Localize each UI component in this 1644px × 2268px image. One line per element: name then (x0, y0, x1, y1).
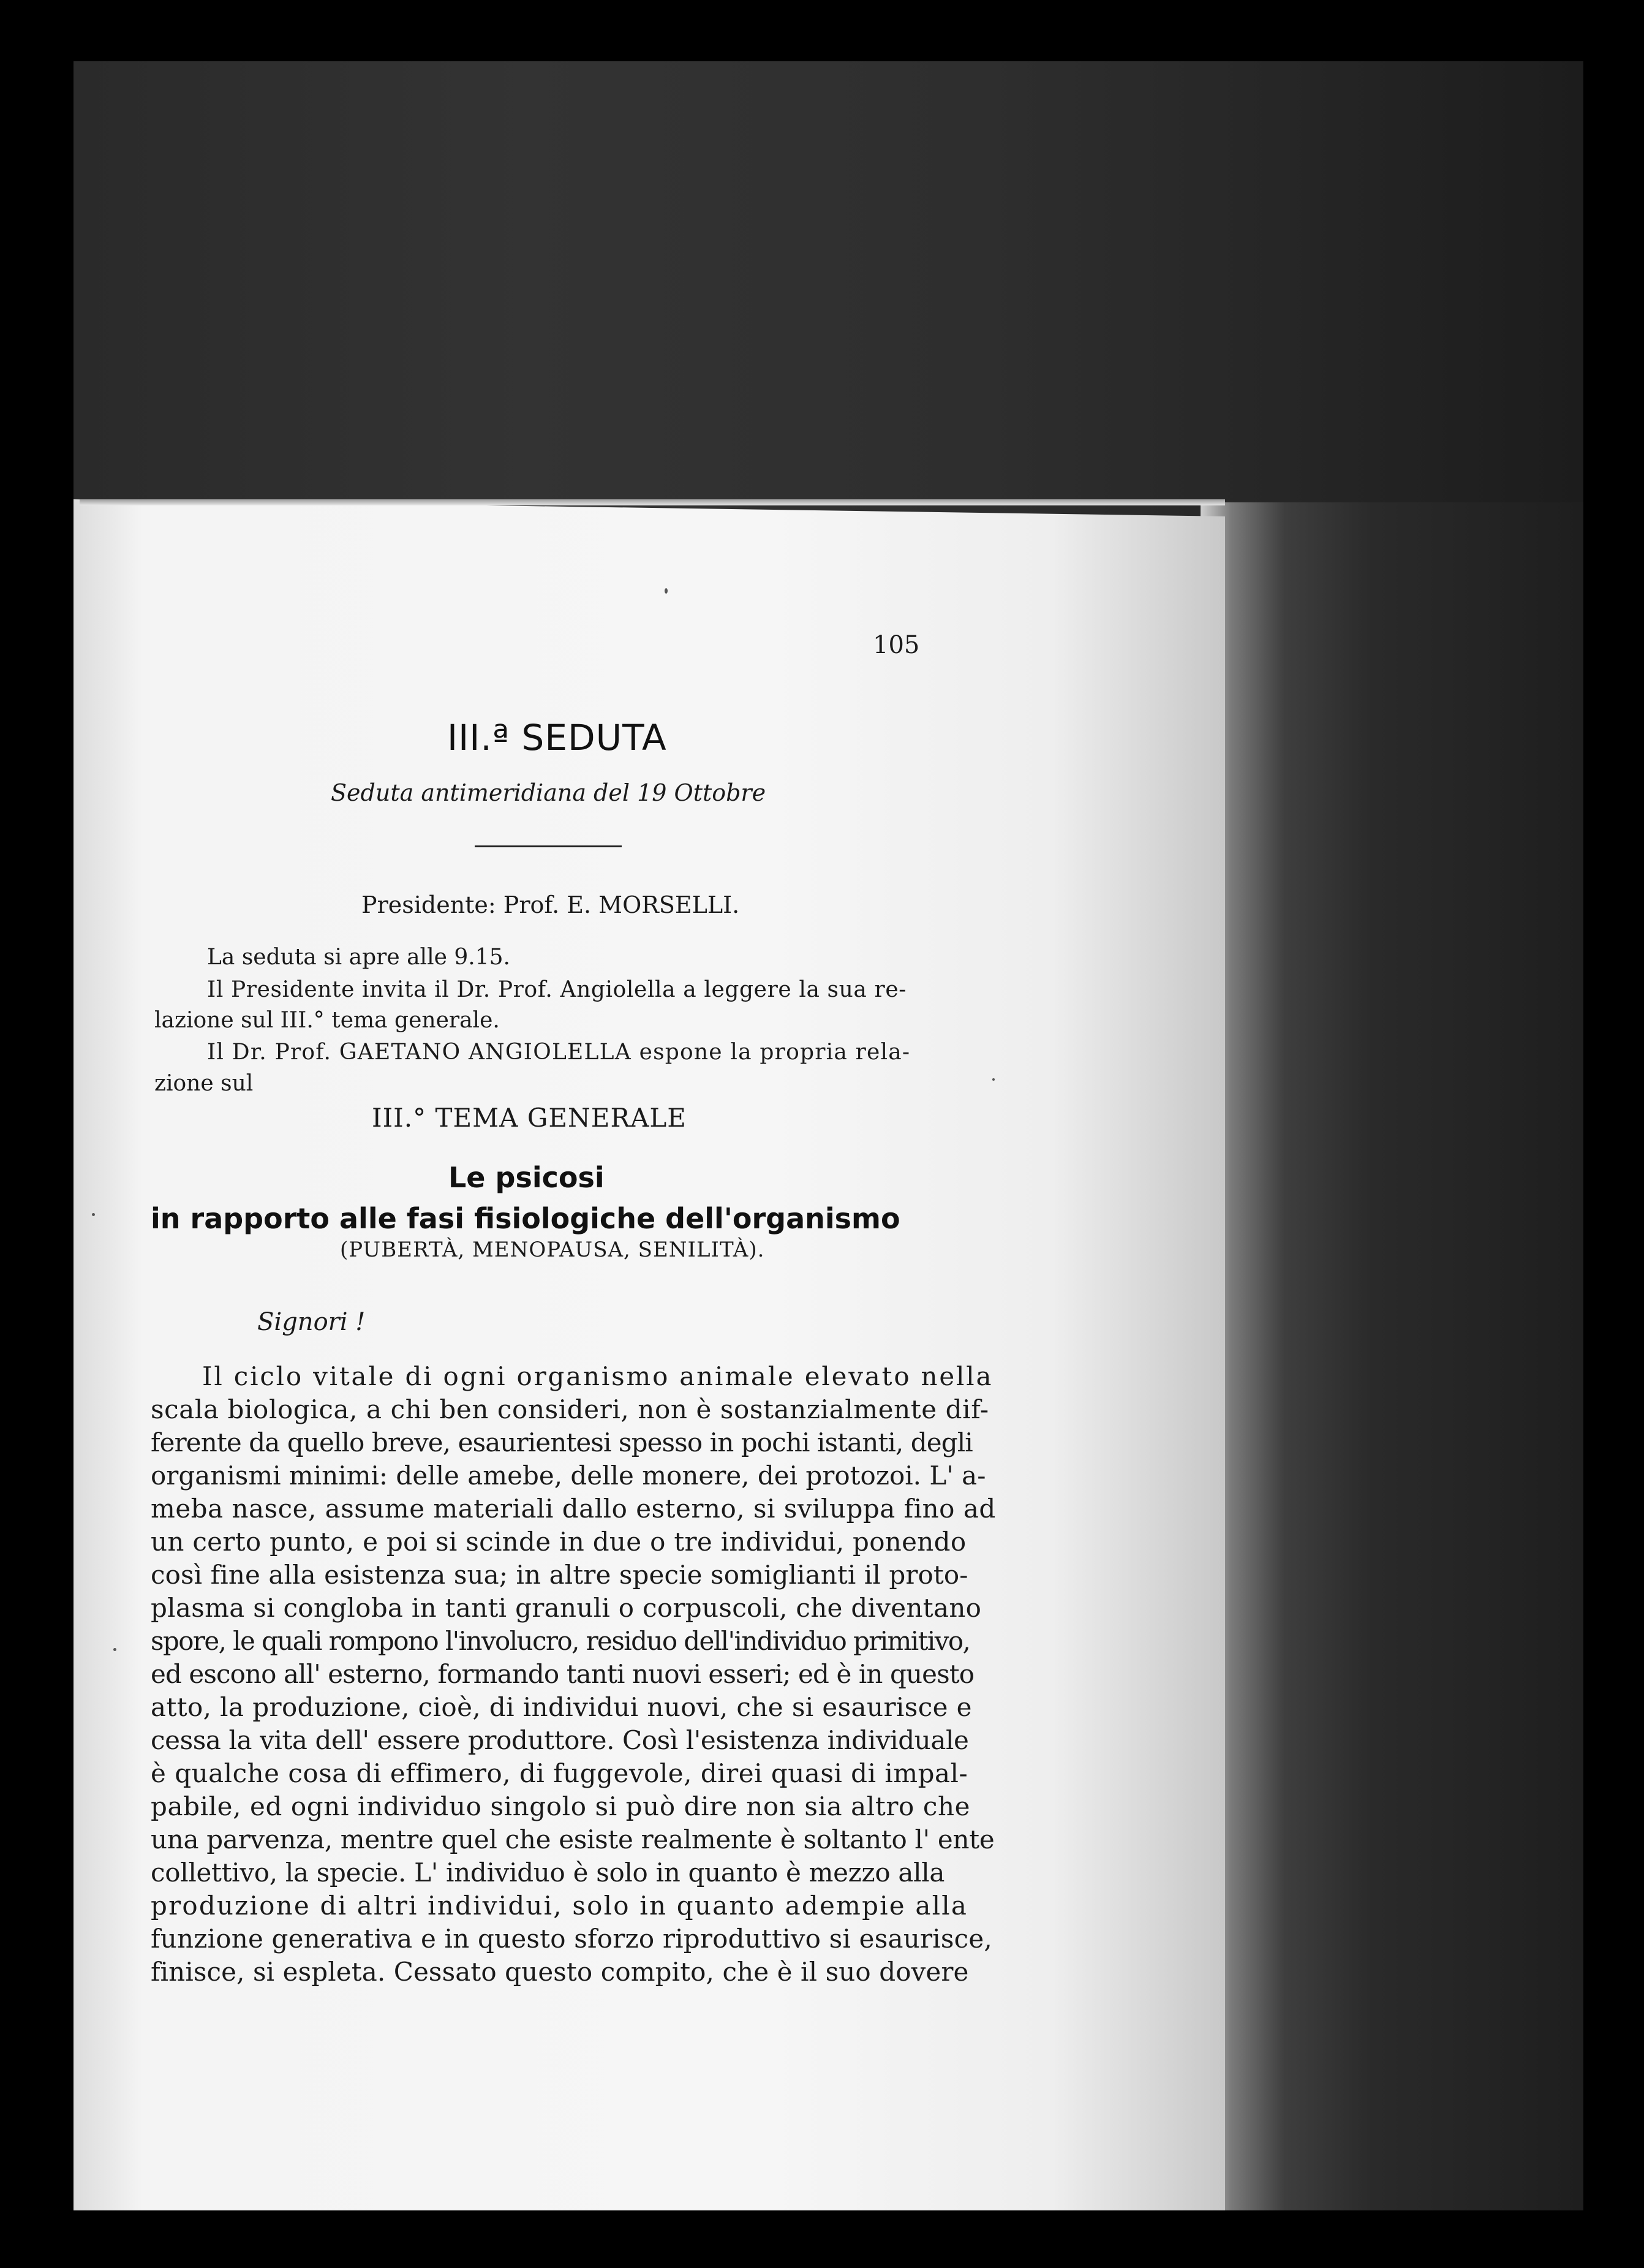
page-number: 105 (873, 631, 920, 659)
page-top-edge (80, 499, 1225, 505)
body-line: cessa la vita dell' essere produttore. Così l'esistenza individuale (151, 1725, 969, 1755)
body-line: atto, la produzione, cioè, di individui nuovi, che si esaurisce e (151, 1692, 972, 1722)
body-line: collettivo, la specie. L' individuo è solo in quanto è mezzo alla (151, 1858, 945, 1888)
minutes-line: Il Presidente invita il Dr. Prof. Angiolella a leggere la sua re- (207, 977, 907, 1002)
body-line: è qualche cosa di effimero, di fuggevole, direi quasi di impal- (151, 1758, 968, 1788)
minutes-line: La seduta si apre alle 9.15. (207, 945, 510, 970)
body-line: pabile, ed ogni individuo singolo si può dire non sia altro che (151, 1791, 971, 1821)
session-subtitle: Seduta antimeridiana del 19 Ottobre (331, 779, 766, 806)
lecture-title-secondary: in rapporto alle fasi fisiologiche dell'organismo (151, 1202, 900, 1235)
lecture-subtitle: (PUBERTÀ, MENOPAUSA, SENILITÀ). (340, 1238, 765, 1262)
scan-speck (92, 1213, 95, 1216)
salutation: Signori ! (257, 1308, 366, 1336)
body-line: così fine alla esistenza sua; in altre specie somiglianti il proto- (151, 1560, 968, 1590)
body-line: funzione generativa e in questo sforzo riproduttivo si esaurisce, (151, 1924, 992, 1954)
scan-speck (992, 1078, 995, 1081)
page-shadow (1201, 502, 1583, 2210)
scan-speck (665, 588, 668, 594)
body-line: plasma si congloba in tanti granuli o corpuscoli, che diventano (151, 1593, 982, 1623)
minutes-line: zione sul (154, 1071, 254, 1096)
body-line: meba nasce, assume materiali dallo esterno, si sviluppa fino ad (151, 1494, 996, 1524)
body-line: scala biologica, a chi ben consideri, non è sostanzialmente dif- (151, 1394, 989, 1424)
body-line: finisce, si espleta. Cessato questo compito, che è il suo dovere (151, 1957, 969, 1987)
title-divider (475, 845, 622, 847)
theme-heading: III.° TEMA GENERALE (372, 1103, 687, 1133)
body-line: organismi minimi: delle amebe, delle monere, dei protozoi. L' a- (151, 1461, 986, 1491)
session-title: III.ª SEDUTA (447, 717, 667, 758)
body-line: Il ciclo vitale di ogni organismo animale elevato nella (202, 1361, 994, 1391)
scan-speck (113, 1648, 116, 1651)
minutes-line: Il Dr. Prof. GAETANO ANGIOLELLA espone la propria rela- (207, 1040, 911, 1065)
body-line: ed escono all' esterno, formando tanti nuovi esseri; ed è in questo (151, 1659, 975, 1689)
lecture-title-main: Le psicosi (448, 1161, 605, 1194)
body-line: una parvenza, mentre quel che esiste realmente è soltanto l' ente (151, 1824, 995, 1854)
president-line: Presidente: Prof. E. MORSELLI. (361, 891, 740, 918)
minutes-line: lazione sul III.° tema generale. (154, 1008, 500, 1033)
body-line: spore, le quali rompono l'involucro, residuo dell'individuo primitivo, (151, 1626, 970, 1656)
body-line: ferente da quello breve, esaurientesi spesso in pochi istanti, degli (151, 1427, 973, 1457)
body-line: un certo punto, e poi si scinde in due o tre individui, ponendo (151, 1527, 967, 1557)
body-line: produzione di altri individui, solo in quanto adempie alla (151, 1891, 968, 1921)
